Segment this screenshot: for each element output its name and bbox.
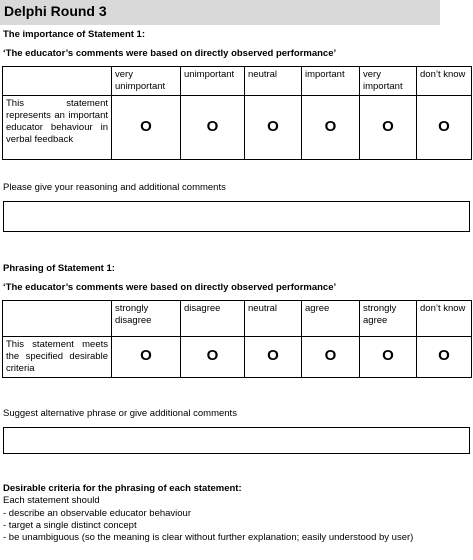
column-header: don’t know	[417, 67, 472, 96]
row-label: This statement represents an important educator behaviour in verbal feedback	[3, 96, 112, 160]
column-header: agree	[302, 301, 360, 337]
column-header: neutral	[245, 301, 302, 337]
section1-heading: The importance of Statement 1:	[3, 29, 145, 40]
column-header: don’t know	[417, 301, 472, 337]
radio-strongly-agree[interactable]: O	[382, 347, 394, 365]
section1-statement: ‘The educator’s comments were based on directly observed performance’	[3, 48, 337, 59]
radio-important[interactable]: O	[324, 118, 337, 136]
criteria-heading: Desirable criteria for the phrasing of each statement:	[3, 483, 242, 494]
table-header-row	[3, 67, 472, 96]
phrasing-rating-table	[2, 300, 472, 378]
header-empty-cell	[3, 301, 112, 337]
criteria-intro: Each statement should	[3, 495, 100, 507]
radio-neutral[interactable]: O	[267, 347, 279, 365]
column-header: very unimportant	[112, 67, 181, 96]
column-header: strongly disagree	[112, 301, 181, 337]
radio-dont-know[interactable]: O	[438, 347, 450, 365]
section2-heading: Phrasing of Statement 1:	[3, 263, 115, 274]
radio-very-important[interactable]: O	[382, 118, 394, 136]
list-item: - be unambiguous (so the meaning is clear without further explanation; easily understood by user)	[3, 532, 414, 544]
table-header-row	[3, 301, 472, 337]
header-empty-cell	[3, 67, 112, 96]
criteria-block	[3, 483, 468, 545]
radio-disagree[interactable]: O	[206, 347, 219, 365]
column-header: neutral	[245, 67, 302, 96]
column-header: very important	[360, 67, 417, 96]
list-item: - target a single distinct concept	[3, 520, 137, 532]
radio-dont-know[interactable]: O	[438, 118, 450, 136]
column-header: important	[302, 67, 360, 96]
page-title: Delphi Round 3	[0, 0, 440, 25]
radio-unimportant[interactable]: O	[206, 118, 219, 136]
row-label: This statement meets the specified desirable criteria	[3, 337, 112, 378]
table-row	[3, 337, 472, 378]
radio-neutral[interactable]: O	[267, 118, 279, 136]
section2-statement: ‘The educator’s comments were based on directly observed performance’	[3, 282, 337, 293]
column-header: unimportant	[181, 67, 245, 96]
column-header: disagree	[181, 301, 245, 337]
alternative-phrase-field[interactable]	[3, 427, 470, 454]
comment-prompt: Suggest alternative phrase or give additional comments	[3, 408, 237, 419]
list-item: - describe an observable educator behaviour	[3, 507, 192, 519]
comment-prompt: Please give your reasoning and additional comments	[3, 182, 226, 193]
radio-agree[interactable]: O	[324, 347, 337, 365]
radio-very-unimportant[interactable]: O	[140, 118, 152, 136]
table-row	[3, 96, 472, 160]
radio-strongly-disagree[interactable]: O	[140, 347, 152, 365]
column-header: strongly agree	[360, 301, 417, 337]
reasoning-comment-field[interactable]	[3, 201, 470, 232]
importance-rating-table	[2, 66, 472, 160]
